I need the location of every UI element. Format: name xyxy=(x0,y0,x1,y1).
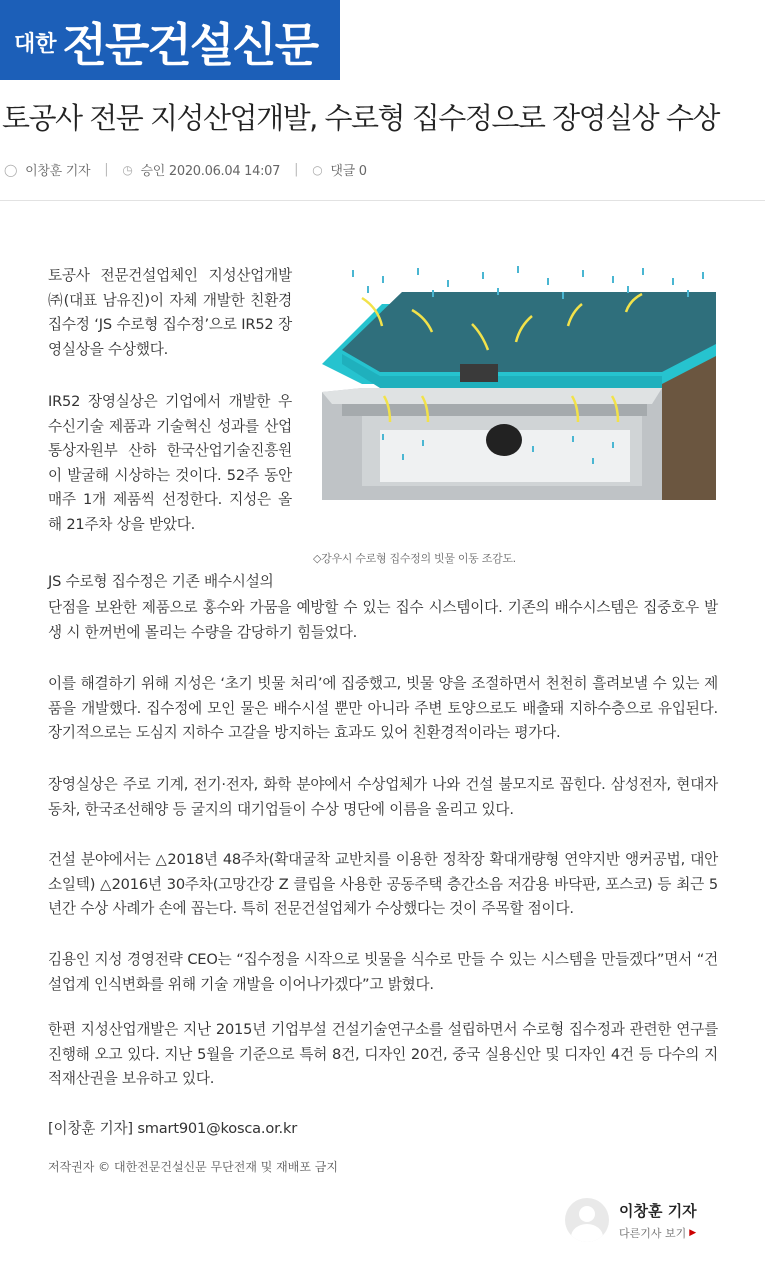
logo-prefix: 대한 xyxy=(14,32,57,57)
clock-icon: ◷ xyxy=(122,162,133,177)
author-more-link[interactable] xyxy=(619,1225,697,1241)
comment-icon: ○ xyxy=(312,162,323,177)
meta-separator: | xyxy=(294,162,299,177)
arrow-right-icon: ▶ xyxy=(689,1227,697,1238)
site-logo[interactable] xyxy=(0,0,340,80)
article-paragraph: JS 수로형 집수정은 기존 배수시설의 xyxy=(48,573,274,590)
avatar xyxy=(565,1198,609,1242)
meta-published: 승인 2020.06.04 14:07 xyxy=(140,164,281,179)
meta-comments[interactable]: 댓글 0 xyxy=(330,164,367,179)
author-name[interactable]: 이창훈 기자 xyxy=(619,1201,697,1220)
article-meta xyxy=(4,160,367,179)
reporter-signature: [이창훈 기자] smart901@kosca.or.kr xyxy=(48,1120,298,1137)
article-paragraph: IR52 장영실상은 기업에서 개발한 우수신기술 제품과 기술혁신 성과를 산업통상자원부 산하 한국산업기술진흥원이 발굴해 시상하는 것이다. 52주 동안 매주 1개 제품씩 선정한다. 지성은 올해 21주차 상을 받았다. xyxy=(48,393,292,533)
header-divider xyxy=(0,200,765,201)
person-icon: ◯ xyxy=(4,162,18,177)
catch-basin-illustration xyxy=(322,264,716,500)
article-paragraph: 김용인 지성 경영전략 CEO는 “집수정을 시작으로 빗물을 식수로 만들 수 있는 시스템을 만들겠다”면서 “건설업계 인식변화를 위해 기술 개발을 이어나가겠다”고 밝혔다. xyxy=(48,951,718,993)
copyright-notice: 저작권자 © 대한전문건설신문 무단전재 및 재배포 금지 xyxy=(48,1160,338,1174)
article-paragraph: 건설 분야에서는 △2018년 48주차(확대굴착 교반치를 이용한 정착장 확대개량형 연약지반 앵커공법, 대안소일텍) △2016년 30주차(고망간강 Z 클립을 사용한 공동주택 층간소음 저감용 바닥판, 포스코) 등 최근 5년간 수상 사례가 손에 꼽는다. 특히 전문건설업체가 수상했다는 것이 주목할 점이다. xyxy=(48,851,718,917)
author-more-label: 다른기사 보기 xyxy=(619,1226,687,1240)
meta-author: 이창훈 기자 xyxy=(25,164,91,179)
author-box xyxy=(565,1198,697,1242)
article-paragraph: 단점을 보완한 제품으로 홍수와 가뭄을 예방할 수 있는 집수 시스템이다. 기존의 배수시스템은 집중호우 발생 시 한꺼번에 몰리는 수량을 감당하기 힘들었다. xyxy=(48,599,718,641)
meta-separator: | xyxy=(104,162,109,177)
article-paragraph: 장영실상은 주로 기계, 전기·전자, 화학 분야에서 수상업체가 나와 건설 불모지로 꼽힌다. 삼성전자, 현대자동차, 한국조선해양 등 굴지의 대기업들이 수상 명단에 이름을 올리고 있다. xyxy=(48,776,718,818)
article-paragraph: 한편 지성산업개발은 지난 2015년 기업부설 건설기술연구소를 설립하면서 수로형 집수정과 관련한 연구를 진행해 오고 있다. 지난 5월을 기준으로 특허 8건, 디자인 20건, 중국 실용신안 및 디자인 4건 등 다수의 지적재산권을 보유하고 있다. xyxy=(48,1021,718,1087)
figure-caption: ◇강우시 수로형 집수정의 빗물 이동 조감도. xyxy=(313,552,516,565)
article-headline: 토공사 전문 지성산업개발, 수로형 집수정으로 장영실상 수상 xyxy=(2,101,719,135)
logo-name: 전문건설신문 xyxy=(62,18,318,72)
article-paragraph: 이를 해결하기 위해 지성은 ‘초기 빗물 처리’에 집중했고, 빗물 양을 조절하면서 천천히 흘려보낼 수 있는 제품을 개발했다. 집수정에 모인 물은 배수시설 뿐만 아니라 주변 토양으로도 배출돼 지하수층으로 유입된다. 장기적으로는 도심지 지하수 고갈을 방지하는 효과도 있어 친환경적이라는 평가다. xyxy=(48,675,718,741)
article-paragraph: 토공사 전문건설업체인 지성산업개발㈜(대표 남유진)이 자체 개발한 친환경 집수정 ‘JS 수로형 집수정’으로 IR52 장영실상을 수상했다. xyxy=(48,267,292,358)
article-figure xyxy=(322,264,716,500)
